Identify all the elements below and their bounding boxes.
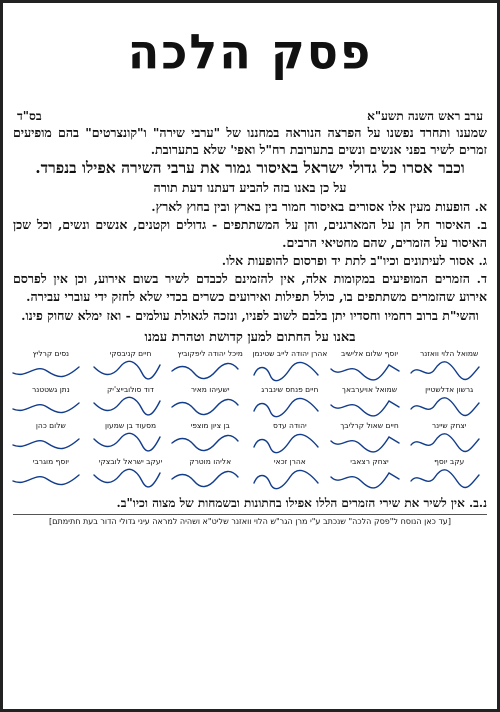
signature-cell: [93, 385, 169, 421]
signatory-name: בן ציון מוצפי: [190, 421, 230, 430]
handwritten-signature: [11, 395, 83, 419]
handwritten-signature: [409, 395, 481, 419]
signature-cell: [172, 421, 248, 457]
signature-cell: [13, 457, 89, 493]
signature-cell: [411, 349, 487, 385]
signature-cell: [411, 457, 487, 493]
signature-stroke: [94, 397, 160, 415]
signature-stroke: [172, 363, 238, 378]
signatures-heading: באנו על החתום למען קדושת וטהרת עמנו: [144, 330, 356, 345]
signature-stroke: [411, 398, 479, 416]
ruling-label: א.: [474, 199, 487, 214]
ruling-item: [13, 198, 487, 216]
handwritten-signature: [170, 431, 242, 455]
ruling-item: [13, 270, 487, 306]
signature-stroke: [411, 470, 479, 488]
ruling-item: [13, 216, 487, 252]
handwritten-signature: [90, 359, 162, 383]
source-footnote: [עד כאן הנוסח ל"פסק הלכה" שנכתב ע"י מרן הגר"ש הלוי וואזנר שליט"א ושהיה למראה עיני גדולי הדור בעת חתימתם]: [13, 514, 487, 526]
handwritten-signature: [90, 431, 162, 455]
signature-cell: [411, 421, 487, 457]
signature-cell: [252, 421, 328, 457]
handwritten-signature: [170, 395, 242, 419]
signatory-name: יוסף שלום אלישיב: [340, 349, 399, 358]
signature-cell: [172, 385, 248, 421]
handwritten-signature: [329, 359, 401, 383]
signatory-name: ישעיהו מאיר: [190, 385, 230, 394]
handwritten-signature: [250, 431, 322, 455]
signature-cell: [411, 385, 487, 421]
signatures-grid: [13, 349, 487, 493]
signature-stroke: [254, 398, 318, 416]
signature-cell: [252, 349, 328, 385]
big-statement: וכבר אסרו כל גדולי ישראל באיסור גמור את ערבי השירה אפילו בנפרד.: [35, 158, 465, 177]
signature-stroke: [13, 475, 79, 485]
signature-cell: [13, 385, 89, 421]
date-heading: ערב ראש השנה תשע"א: [367, 109, 483, 123]
signature-stroke: [94, 361, 160, 379]
bsd-mark: בס"ד: [17, 109, 42, 123]
signature-cell: [332, 349, 408, 385]
signature-stroke: [331, 401, 399, 416]
signatory-name: יעקב ישראל לובצקי: [98, 457, 163, 466]
signatory-name: חיים פנחס שינברג: [261, 385, 319, 394]
signature-cell: [332, 385, 408, 421]
handwritten-signature: [409, 359, 481, 383]
signatory-name: יוסף מוגרבי: [32, 457, 69, 466]
signatory-name: חיים קניבסקי: [109, 349, 152, 358]
signatory-name: שלום כהן: [35, 421, 66, 430]
signature-cell: [93, 421, 169, 457]
signature-stroke: [254, 470, 318, 488]
signature-stroke: [172, 435, 238, 450]
handwritten-signature: [11, 359, 83, 383]
handwritten-signature: [250, 395, 322, 419]
signatory-name: דוד סולובייצ'יק: [106, 385, 155, 394]
handwritten-signature: [409, 467, 481, 491]
signature-cell: [252, 385, 328, 421]
dateline: [13, 109, 487, 124]
signatory-name: שמואל הלוי וואזנר: [420, 349, 479, 358]
postscript-note: נ.ב. אין לשיר את שירי הזמרים הללו אפילו בחתונות ובשמחות של מצוה וכיו"ב.: [116, 496, 487, 510]
ruling-text: אסור לעיתונים וכיו"ב לתת יד ופרסום להופעות אלו.: [221, 253, 475, 268]
document-title: פסק הלכה: [127, 23, 373, 81]
handwritten-signature: [170, 359, 242, 383]
ruling-label: ג.: [478, 253, 487, 268]
signature-cell: [252, 457, 328, 493]
signature-cell: [13, 349, 89, 385]
handwritten-signature: [329, 467, 401, 491]
ruling-text: הופעות מעין אלו אסורים באיסור חמור בין בארץ ובין בחוץ לארץ.: [151, 199, 471, 214]
signatory-name: מיכל יהודה ליפקוביץ: [177, 349, 243, 358]
rulings-list: [13, 198, 487, 306]
handwritten-signature: [409, 431, 481, 455]
signature-stroke: [13, 439, 79, 449]
ruling-text: האיסור חל הן על המארגנים, והן על המשתתפים - גדולים וקטנים, אנשים ונשים, וכל שכן האיסור על הזמרים, שהם מחטיאי הרבים.: [13, 217, 487, 250]
signatory-name: נסים קרליץ: [32, 349, 70, 358]
intro-paragraph: שמענו ותחרד נפשנו על הפרצה הנוראה במחננו של "ערבי שירה" ו"קונצרטים" בהם מופיעים זמרים לשיר בפני אנשים ונשים בתערובת רח"ל ואפי' שלא בתערובת.: [13, 125, 487, 157]
signature-stroke: [13, 403, 79, 413]
signature-stroke: [331, 473, 399, 488]
signature-stroke: [172, 399, 238, 414]
signature-stroke: [331, 365, 399, 380]
signature-stroke: [94, 469, 160, 487]
handwritten-signature: [90, 395, 162, 419]
signature-stroke: [254, 362, 318, 380]
signatory-name: אהרן זכאי: [273, 457, 306, 466]
ruling-label: ב.: [476, 217, 487, 232]
signature-stroke: [411, 362, 479, 380]
handwritten-signature: [329, 395, 401, 419]
signature-cell: [172, 349, 248, 385]
handwritten-signature: [11, 431, 83, 455]
signatory-name: יצחק רצאבי: [350, 457, 389, 466]
ruling-label: ד.: [476, 271, 487, 286]
handwritten-signature: [11, 467, 83, 491]
signature-cell: [93, 349, 169, 385]
signatory-name: אליהו מוטרק: [189, 457, 232, 466]
signatory-name: אהרן יהודה לייב שטינמן: [252, 349, 328, 358]
lead-line: על כן באנו בזה להביע דעתנו דעת תורה: [153, 180, 347, 195]
signature-stroke: [331, 437, 399, 452]
handwritten-signature: [90, 467, 162, 491]
signatory-name: מסעוד בן שמעון: [104, 421, 157, 430]
signatory-name: יהודה עדס: [273, 421, 307, 430]
signature-cell: [13, 421, 89, 457]
signature-cell: [332, 457, 408, 493]
closing-blessing: והשי"ת ברוב רחמיו וחסדיו יתן בלבם לשוב לפניו, ונזכה לגאולת עולמים - ואז ימלא שחוק פינו.: [21, 308, 479, 323]
signatory-name: עקב יוסף: [434, 457, 465, 466]
handwritten-signature: [170, 467, 242, 491]
handwritten-signature: [250, 359, 322, 383]
handwritten-signature: [250, 467, 322, 491]
signature-stroke: [94, 433, 160, 451]
signatory-name: חיים שאול קרליבך: [340, 421, 399, 430]
ruling-item: [13, 252, 487, 270]
signature-cell: [172, 457, 248, 493]
handwritten-signature: [329, 431, 401, 455]
signatory-name: גרשון אדלשטיין: [425, 385, 474, 394]
signatory-name: נתן גשטטנר: [31, 385, 70, 394]
signatory-name: שמואל אויערבאך: [341, 385, 398, 394]
signature-stroke: [411, 434, 479, 452]
signature-stroke: [13, 367, 79, 377]
signatory-name: יצחק שיינר: [431, 421, 467, 430]
ruling-text: הזמרים המופיעים במקומות אלה, אין להזמינם לכבדם לשיר בשום אירוע, וכן אין לפרסם אירוע שהזמרים משתתפים בו, כולל תפילות ואירועים כשרים בכדי שלא לחזק ידי עוברי עבירה.: [13, 271, 487, 304]
signature-cell: [332, 421, 408, 457]
signature-cell: [93, 457, 169, 493]
signature-stroke: [254, 434, 318, 452]
signature-stroke: [172, 471, 238, 486]
